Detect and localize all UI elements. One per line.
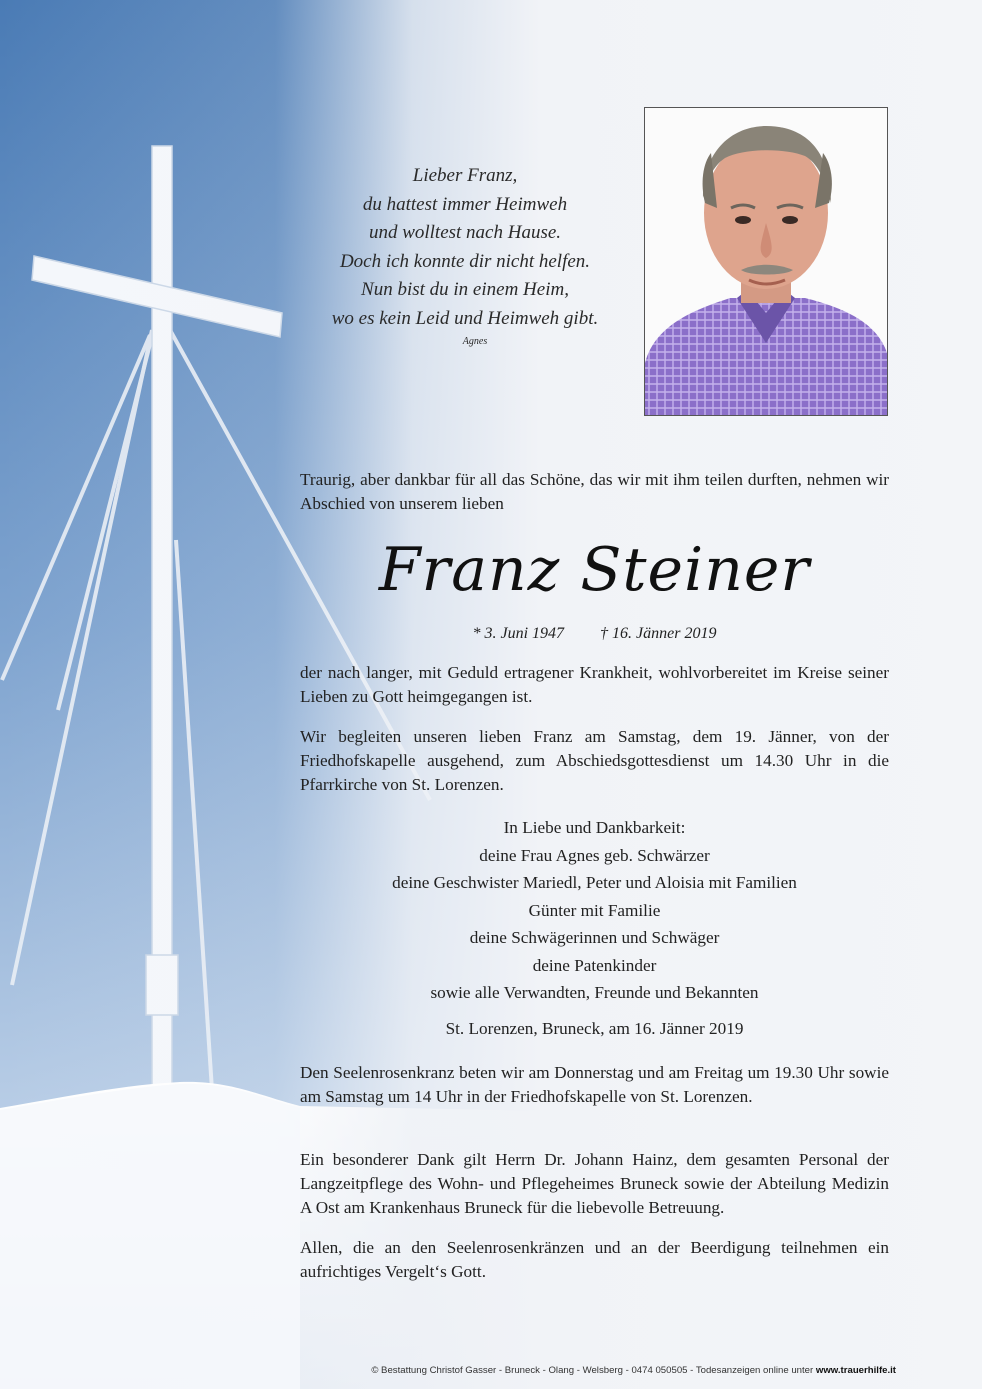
mourner-line: deine Geschwister Mariedl, Peter und Aloisia mit Familien bbox=[392, 873, 797, 892]
poem-line: du hattest immer Heimweh bbox=[362, 193, 568, 215]
poem-line: wo es kein Leid und Heimweh gibt. bbox=[331, 307, 599, 329]
portrait-photo bbox=[644, 107, 888, 416]
footer-text: © Bestattung Christof Gasser - Bruneck - Olang - Welsberg - 0474 050505 - Todesanzeigen online unter bbox=[371, 1365, 814, 1376]
mourner-line: deine Frau Agnes geb. Schwärzer bbox=[479, 845, 710, 865]
life-dates bbox=[300, 623, 889, 645]
mourners-list bbox=[300, 814, 889, 1007]
mourner-line: deine Schwägerinnen und Schwäger bbox=[469, 928, 720, 947]
death-date: † 16. Jänner 2019 bbox=[600, 625, 717, 642]
mourner-line: sowie alle Verwandten, Freunde und Bekannten bbox=[430, 983, 759, 1002]
poem-line: Lieber Franz, bbox=[412, 165, 518, 186]
paragraph-rosary: Den Seelenrosenkranz beten wir am Donnerstag und am Freitag um 19.30 Uhr sowie am Samstag um 14 Uhr in der Friedhofskapelle von St. Lorenzen. bbox=[300, 1063, 889, 1106]
mourner-line: Günter mit Familie bbox=[528, 900, 661, 920]
poem-line: Doch ich konnte dir nicht helfen. bbox=[339, 250, 591, 272]
poem-line: und wolltest nach Hause. bbox=[368, 222, 562, 243]
birth-date: * 3. Juni 1947 bbox=[472, 625, 565, 642]
mourner-line: deine Patenkinder bbox=[532, 955, 657, 975]
mourner-line: In Liebe und Dankbarkeit: bbox=[503, 818, 686, 837]
footer bbox=[300, 1365, 896, 1376]
deceased-name: Franz Steiner bbox=[378, 535, 811, 605]
paragraph-funeral: Wir begleiten unseren lieben Franz am Samstag, dem 19. Jänner, von der Friedhofskapelle ausgehend, zum Abschiedsgottesdienst um 14.30 Uhr in die Pfarrkirche von St. Lorenzen. bbox=[300, 727, 889, 794]
poem-signature: Agnes bbox=[462, 336, 488, 347]
paragraph-thanks: Ein besonderer Dank gilt Herrn Dr. Johann Hainz, dem gesamten Personal der Langzeitpflege des Wohn- und Pflegeheimes Bruneck sowie der Abteilung Medizin A Ost am Krankenhaus Bruneck für die liebevolle Betreuung. bbox=[300, 1150, 889, 1217]
paragraph-passing: der nach langer, mit Geduld ertragener Krankheit, wohlvorbereitet im Kreise seiner Lieben zu Gott heimgegangen ist. bbox=[300, 663, 889, 706]
poem-line: Nun bist du in einem Heim, bbox=[361, 279, 569, 300]
footer-link[interactable]: www.trauerhilfe.it bbox=[815, 1365, 896, 1376]
place-date: St. Lorenzen, Bruneck, am 16. Jänner 2019 bbox=[445, 1019, 744, 1038]
paragraph-vergelts-gott: Allen, die an den Seelenrosenkränzen und an der Beerdigung teilnehmen ein aufrichtiges Vergelt‘s Gott. bbox=[300, 1238, 889, 1281]
intro-text: Traurig, aber dankbar für all das Schöne, das wir mit ihm teilen durften, nehmen wir Abschied von unserem lieben bbox=[300, 470, 889, 513]
poem bbox=[300, 162, 630, 349]
